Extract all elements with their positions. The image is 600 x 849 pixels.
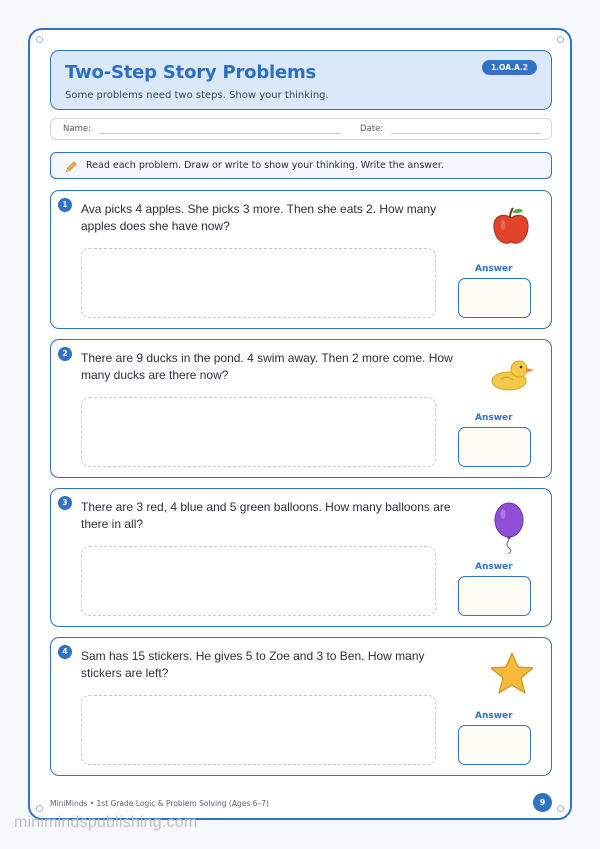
date-field[interactable]: [391, 133, 541, 134]
answer-label: Answer: [475, 264, 513, 274]
page-number-badge: 9: [533, 793, 552, 812]
footer-text: MiniMinds • 1st Grade Logic & Problem Solving (Ages 6–7): [50, 799, 269, 808]
work-area[interactable]: [81, 695, 436, 765]
work-area[interactable]: [81, 248, 436, 318]
page-subtitle: Some problems need two steps. Show your thinking.: [65, 90, 329, 101]
problem-text: Sam has 15 stickers. He gives 5 to Zoe and 3 to Ben. How many stickers are left?: [81, 649, 425, 680]
problem-card-4: [50, 637, 552, 776]
name-label: Name:: [63, 124, 91, 134]
answer-box[interactable]: [458, 278, 531, 318]
pencil-icon: [64, 159, 77, 178]
problem-text: Ava picks 4 apples. She picks 3 more. Then she eats 2. How many apples does she have now?: [81, 202, 437, 233]
problem-number: 1: [58, 198, 72, 212]
star-icon: [489, 651, 535, 699]
page-title: Two-Step Story Problems: [65, 62, 317, 83]
corner-dot: [557, 805, 564, 812]
answer-box[interactable]: [458, 725, 531, 765]
worksheet-page: [28, 28, 572, 820]
problem-card-3: [50, 488, 552, 627]
problem-card-2: [50, 339, 552, 478]
name-date-bar: [50, 118, 552, 140]
duck-icon: [489, 353, 537, 397]
apple-icon: [489, 204, 533, 252]
watermark-text: minimindspublishing.com: [14, 814, 198, 831]
worksheet-header: [50, 50, 552, 110]
answer-label: Answer: [475, 711, 513, 721]
balloon-icon: [489, 502, 529, 558]
name-field[interactable]: [99, 133, 341, 134]
problem-number: 4: [58, 645, 72, 659]
problem-text: There are 3 red, 4 blue and 5 green balloons. How many balloons are there in all?: [81, 500, 451, 531]
corner-dot: [36, 36, 43, 43]
answer-box[interactable]: [458, 576, 531, 616]
problem-card-1: [50, 190, 552, 329]
problem-number: 3: [58, 496, 72, 510]
instructions-box: [50, 152, 552, 179]
date-label: Date:: [360, 124, 384, 134]
answer-label: Answer: [475, 562, 513, 572]
corner-dot: [36, 805, 43, 812]
instructions-text: Read each problem. Draw or write to show your thinking. Write the answer.: [86, 160, 444, 171]
answer-label: Answer: [475, 413, 513, 423]
work-area[interactable]: [81, 546, 436, 616]
problem-number: 2: [58, 347, 72, 361]
standard-badge: 1.OA.A.2: [482, 60, 537, 75]
corner-dot: [557, 36, 564, 43]
problem-text: There are 9 ducks in the pond. 4 swim away. Then 2 more come. How many ducks are there now?: [81, 351, 453, 382]
work-area[interactable]: [81, 397, 436, 467]
answer-box[interactable]: [458, 427, 531, 467]
